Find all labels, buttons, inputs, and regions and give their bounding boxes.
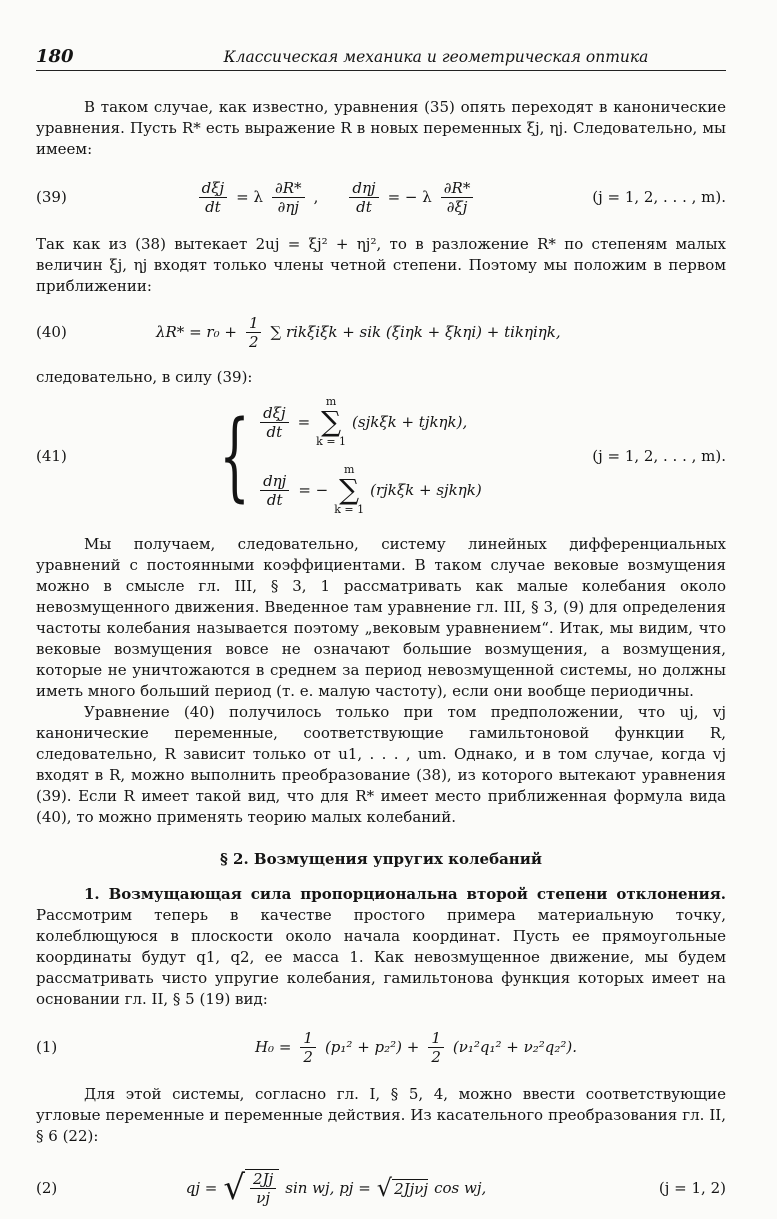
- equation-lhs: λR* = r₀ +: [156, 323, 237, 341]
- denominator: dt: [356, 197, 372, 216]
- numerator: dηj: [349, 179, 378, 198]
- equation-41: [36, 392, 726, 520]
- equation-tag: (41): [36, 447, 67, 465]
- fraction: [246, 314, 262, 351]
- equation-39: [36, 172, 726, 222]
- summation: m ∑ k = 1: [334, 463, 365, 516]
- denominator: ∂ξj: [446, 197, 468, 216]
- paragraph-5: Уравнение (40) получилось только при том предположении, что uj, vj канонические переменные, соответствующие гамильтоновой функции R, следовательно, R зависит только от u1, . . . , um. Однако, и в том случае, когда vj входят в R, можно выполнить преобразование (38), из которого вытекают уравнения (39). Если R имеет такой вид, что для R* имеет место приближенная формула вида (40), то можно применять теорию малых колебаний.: [36, 703, 726, 826]
- radicand: 2Jjνj: [394, 1179, 429, 1198]
- equation-range: (j = 1, 2): [658, 1179, 726, 1197]
- paragraph-2: Так как из (38) вытекает 2uj = ξj² + ηj², то в разложение R* по степеням малых величин ξj, ηj входят только члены четной степени. Поэтому мы положим в первом приближении:: [36, 235, 726, 295]
- fraction: [199, 179, 228, 216]
- sum-upper-limit: m: [325, 395, 337, 408]
- equation-lhs: qj =: [185, 1179, 218, 1197]
- paragraph-7: Для этой системы, согласно гл. I, § 5, 4, можно ввести соответствующие угловые переменные и переменные действия. Из касательного преобразования гл. II, § 6 (22):: [36, 1085, 726, 1145]
- equation-tail: cos wj,: [434, 1179, 487, 1197]
- equation-range: (j = 1, 2, . . . , m).: [592, 188, 726, 206]
- numerator: ∂R*: [272, 179, 305, 198]
- denominator: 2: [248, 332, 259, 351]
- equation-body: [106, 396, 566, 516]
- denominator: dt: [205, 197, 221, 216]
- equation-tag: (40): [36, 323, 67, 341]
- equation-1: [36, 1024, 726, 1070]
- page-number: 180: [36, 46, 74, 67]
- equation-mid: (p₁² + p₂²) +: [324, 1038, 420, 1056]
- equation-body: [106, 1169, 566, 1207]
- summation: m ∑ k = 1: [316, 395, 347, 448]
- paragraph-6: [36, 884, 726, 1010]
- fraction: [441, 179, 474, 216]
- numerator: dηj: [260, 472, 289, 491]
- equation-tag: (1): [36, 1038, 58, 1056]
- equation-tail: (ν₁²q₁² + ν₂²q₂²).: [452, 1038, 578, 1056]
- numerator: 1: [428, 1029, 444, 1048]
- sum-upper-limit: m: [343, 463, 355, 476]
- system-row: $\frac{\text{dηj}}{dt}$ = − m ∑ k = 1 (rjkξk + sjkηk): [257, 464, 482, 516]
- equation-system: [204, 396, 482, 516]
- square-root: √ 2Jjνj: [376, 1174, 429, 1202]
- sum-lower-limit: k = 1: [334, 503, 365, 516]
- equation-body: $\frac{\text{dξj}}{dt}$ = λ $\frac{\partial R*}{\partial\eta j}$ , $\frac{\text{dηj}}{dt}$ = − λ $\frac{\partial R*}{\partial\xi j}$: [106, 179, 566, 216]
- equation-lhs: H₀ =: [254, 1038, 292, 1056]
- square-root: √ $\frac{2Jj}{\nu j}$: [223, 1169, 279, 1207]
- numerator: 1: [300, 1029, 316, 1048]
- page-header: [36, 46, 726, 71]
- running-title: Классическая механика и геометрическая оптика: [223, 48, 649, 66]
- section-title: § 2. Возмущения упругих колебаний: [219, 850, 543, 868]
- equation-40: [36, 309, 726, 355]
- system-rows: [257, 396, 482, 516]
- paragraph-4: Мы получаем, следовательно, систему линейных дифференциальных уравнений с постоянными коэффициентами. В таком случае вековые возмущения можно в смысле гл. III, § 3, 1 рассматривать как малые колебания около невозмущенного движения. Введенное там уравнение гл. III, § 3, (9) для определения частоты колебания называется поэтому „вековым уравнением“. Итак, мы видим, что вековые возмущения вовсе не означают большие возмущения, а возмущения, которые не уничтожаются в среднем за период невозмущенной системы, но должны иметь много больший период (т. е. малую частоту), если они вообще периодичны.: [36, 535, 726, 700]
- paragraph-text: Рассмотрим теперь в качестве простого примера материальную точку, колеблющуюся в плоскости около начала координат. Пусть ее прямоугольные координаты будут q1, q2, ее масса 1. Как невозмущенное движение, мы будем рассматривать чисто упругие колебания, гамильтонова функция которых имеет на основании гл. II, § 5 (19) вид:: [36, 906, 726, 1008]
- paragraph-3: следовательно, в силу (39):: [36, 368, 253, 386]
- equation-range: (j = 1, 2, . . . , m).: [592, 447, 726, 465]
- denominator: 2: [303, 1047, 313, 1066]
- system-row: $\frac{\text{dξj}}{dt}$ = m ∑ k = 1 (sjkξk + tjkηk),: [257, 396, 482, 448]
- equation-rhs: ∑ rikξiξk + sik (ξiηk + ξkηi) + tikηiηk,: [270, 323, 561, 341]
- denominator: ∂ηj: [277, 197, 299, 216]
- denominator: dt: [266, 490, 283, 509]
- fraction: [272, 179, 305, 216]
- denominator: dt: [266, 422, 283, 441]
- numerator: dξj: [199, 179, 228, 198]
- equation-mid: sin wj, pj =: [285, 1179, 371, 1197]
- operator: = − λ: [387, 188, 432, 206]
- sum-lower-limit: k = 1: [316, 435, 347, 448]
- system-row-rhs: (sjkξk + tjkηk),: [352, 413, 468, 431]
- equation-2: [36, 1157, 726, 1219]
- numerator: 1: [246, 314, 262, 333]
- denominator: νj: [256, 1189, 271, 1207]
- denominator: 2: [431, 1047, 441, 1066]
- equation-body: [106, 314, 726, 351]
- paragraph-lead: 1. Возмущающая сила пропорциональна второй степени отклонения.: [84, 885, 726, 903]
- equation-tag: (2): [36, 1179, 58, 1197]
- system-row-rhs: (rjkξk + sjkηk): [370, 481, 482, 499]
- numerator: dξj: [260, 404, 289, 423]
- paragraph-1: В таком случае, как известно, уравнения (35) опять переходят в канонические уравнения. Пусть R* есть выражение R в новых переменных ξj, ηj. Следовательно, мы имеем:: [36, 98, 726, 158]
- numerator: 2Jj: [250, 1170, 276, 1189]
- equation-tag: (39): [36, 188, 67, 206]
- page: [36, 46, 726, 1219]
- numerator: ∂R*: [441, 179, 474, 198]
- left-brace: {: [219, 400, 250, 512]
- equation-body: [106, 1029, 726, 1066]
- fraction: [349, 179, 378, 216]
- operator: = λ: [236, 188, 263, 206]
